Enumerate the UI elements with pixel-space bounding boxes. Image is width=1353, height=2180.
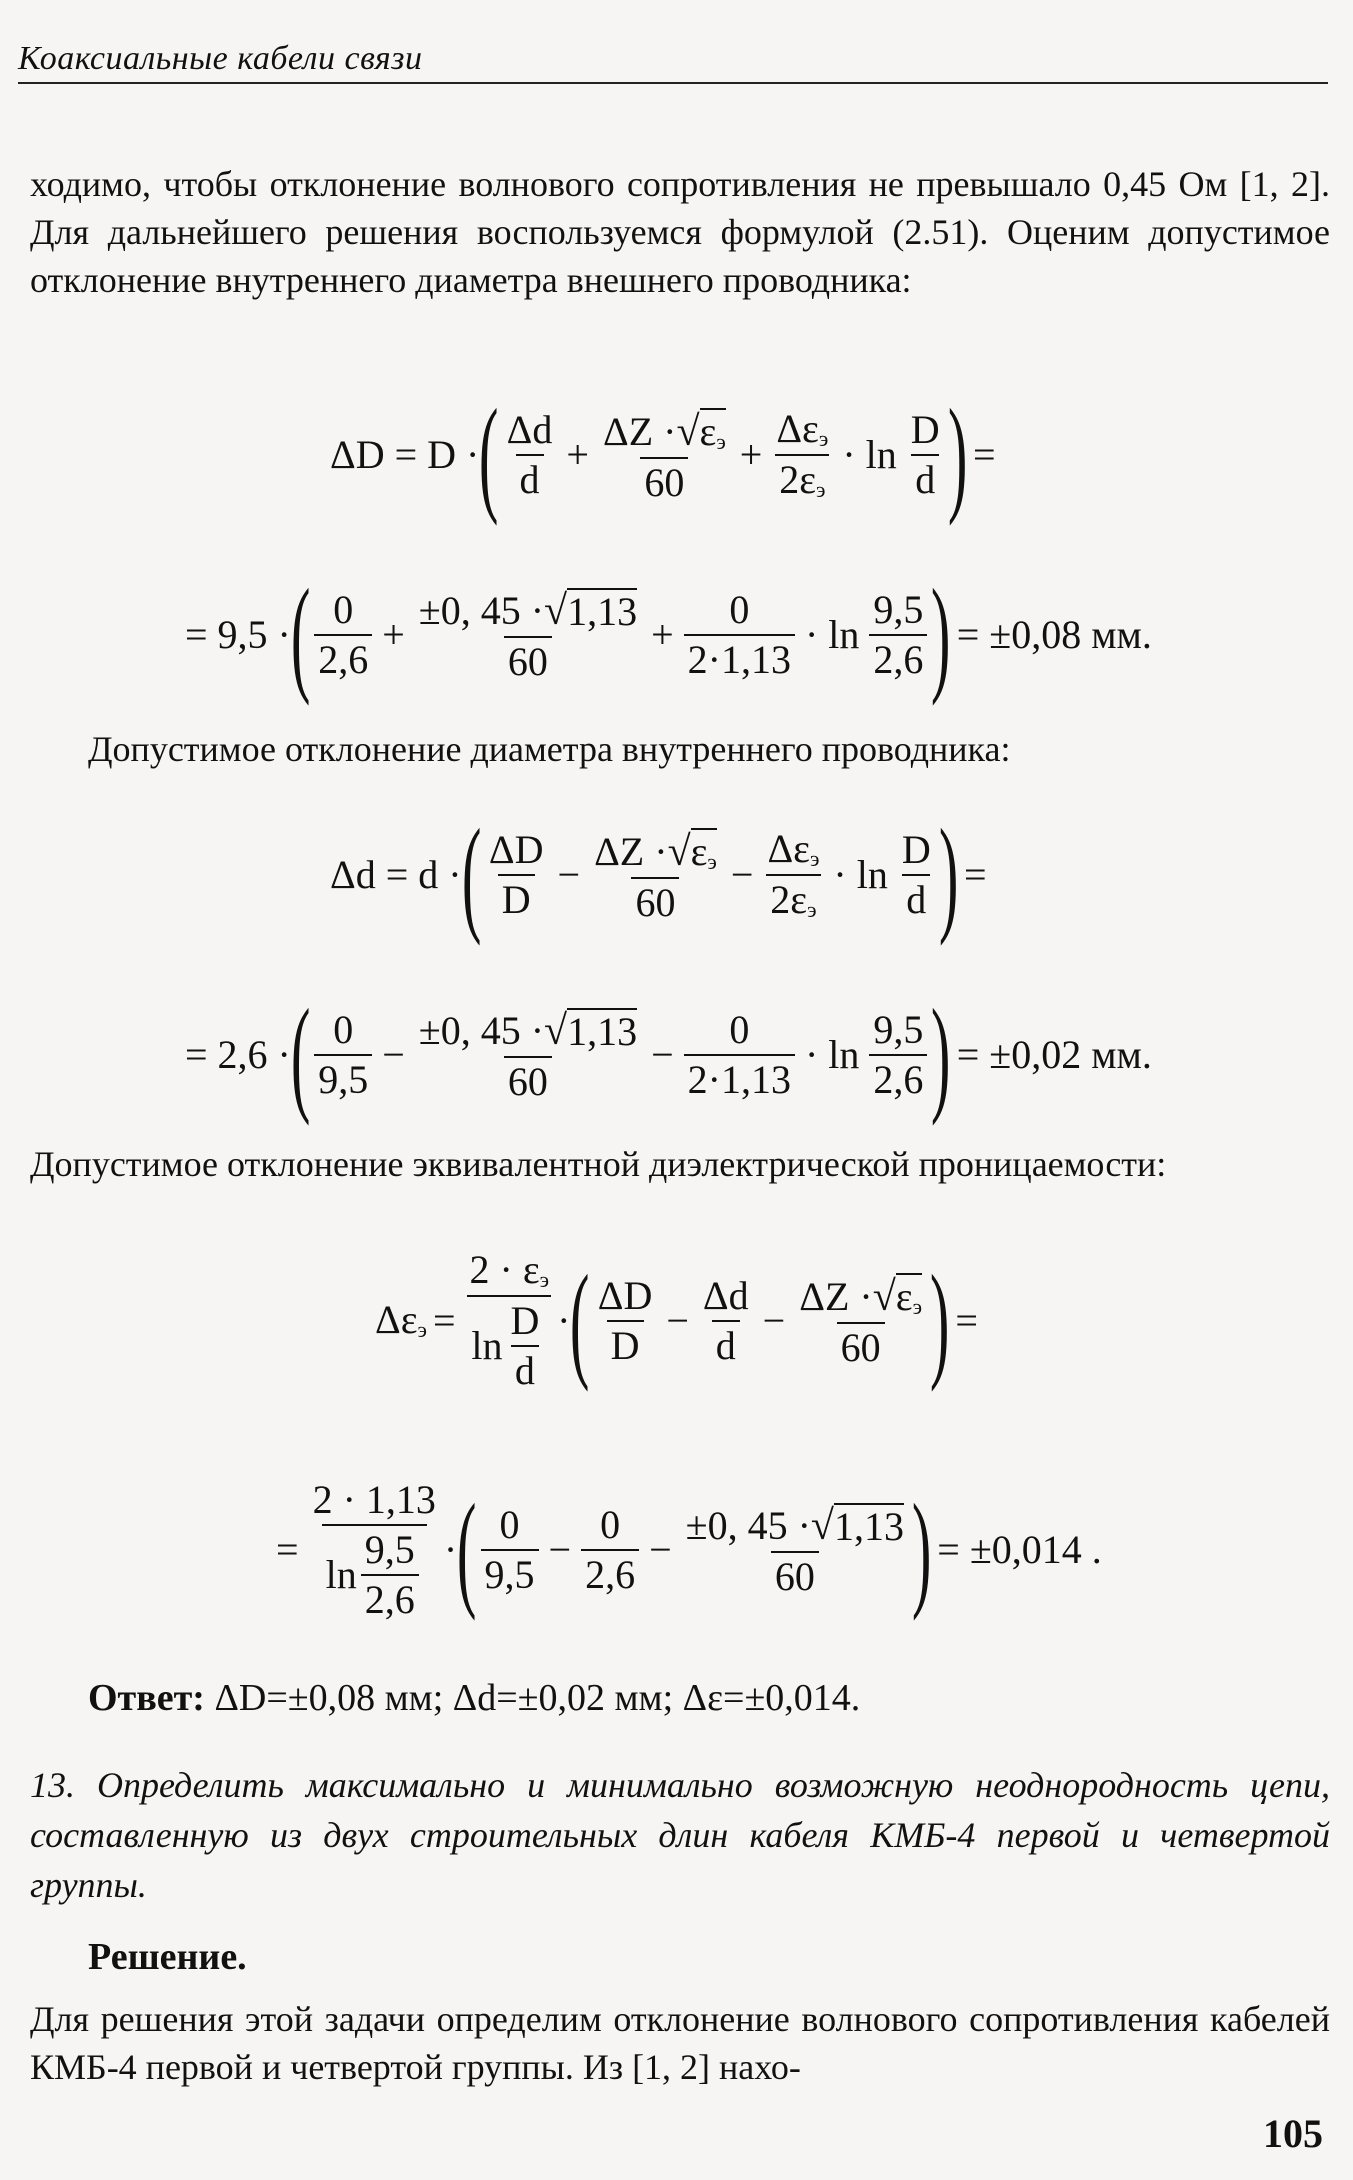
solution-heading: Решение. <box>88 1936 247 1978</box>
fraction: $\frac{0}{2\cdot 1,13}$ <box>684 590 795 680</box>
fraction: $\frac{\Delta D}{D}$ <box>597 1272 653 1368</box>
fraction: ±0, 45 · √ 1,13 60 <box>418 1008 638 1104</box>
fraction: $\frac{\Delta\varepsilon_э}{2\varepsilon_э}$ <box>767 826 820 922</box>
fraction: ΔZ · √ $\varepsilon_э$ 60 <box>602 408 726 505</box>
formula-delta-D: ΔD = D · ( $\frac{\Delta d}{d}$ + ΔZ · √ $\varepsilon_э$ 60 + $\frac{\Delta\varepsilon_э}{2\varepsilon_э}$ · ln $\frac{D}{d}$ ) = <box>330 383 996 527</box>
fraction: $\frac{D}{d}$ <box>901 827 931 922</box>
fraction: $\frac{\Delta d}{d}$ <box>702 1272 749 1368</box>
answer-line <box>88 1676 860 1720</box>
page-number: 105 <box>1263 2111 1323 2156</box>
fraction: ΔZ · √ $\varepsilon_э$ 60 <box>799 1274 923 1370</box>
sqrt: √ $\varepsilon_э$ <box>872 1274 923 1320</box>
sqrt: √ $\varepsilon_э$ <box>676 408 726 455</box>
fraction: $\frac{0}{2\cdot 1,13}$ <box>684 1010 795 1100</box>
formula-delta-eps-numeric: = 2 · 1,13 ln $\frac{9,5}{2,6}$ · ( $\frac{0}{9,5}$ − $\frac{0}{2,6}$ − ±0, 45 · √ 1,13 60 ) = ±0,014 . <box>276 1477 1102 1622</box>
fraction: $\frac{0}{9,5}$ <box>314 1010 372 1100</box>
running-header <box>18 40 1328 84</box>
formula-lhs: ΔD = D · <box>330 432 480 477</box>
left-paren: ( <box>479 383 499 527</box>
answer-text: ΔD=±0,08 мм; Δd=±0,02 мм; Δε=±0,014. <box>214 1677 861 1719</box>
fraction: $\frac{9,5}{2,6}$ <box>869 1010 927 1100</box>
fraction: ±0, 45 · √ 1,13 60 <box>685 1503 904 1599</box>
fraction: $\frac{D}{d}$ <box>910 407 940 502</box>
right-paren: ) <box>947 383 968 527</box>
paragraph-permittivity: Допустимое отклонение эквивалентной диэлектрической проницаемости: <box>30 1144 1167 1184</box>
task-statement: 13. Определить максимально и минимально возможную неоднородность цепи, составленную из двух строительных длин кабеля КМБ-4 первой и четвертой группы. <box>30 1765 1330 1905</box>
formula-delta-D-numeric: = 9,5 · ( $\frac{0}{2,6}$ + ±0, 45 · √ 1,13 60 + $\frac{0}{2\cdot 1,13}$ · ln $\frac{9,5}{2,6}$ ) = ±0,08 мм. <box>185 563 1152 707</box>
paragraph-inner-diameter: Допустимое отклонение диаметра внутреннего проводника: <box>88 729 1011 769</box>
fraction: ΔZ · √ $\varepsilon_э$ 60 <box>594 828 717 925</box>
paragraph-intro: ходимо, чтобы отклонение волнового сопротивления не превышало 0,45 Ом [1, 2]. Для дальнейшего решения воспользуемся формулой (2.51). Оценим допустимое отклонение внутреннего диаметра внешнего проводника: <box>30 164 1330 300</box>
sqrt: √ 1,13 <box>544 588 638 634</box>
formula-delta-d: Δd = d · ( $\frac{\Delta D}{D}$ − ΔZ · √ $\varepsilon_э$ 60 − $\frac{\Delta\varepsilon_э}{2\varepsilon_э}$ · ln $\frac{D}{d}$ ) = <box>330 803 987 947</box>
answer-label: Ответ: <box>88 1677 205 1719</box>
header-title: Коаксиальные кабели связи <box>18 40 423 77</box>
fraction: $\frac{0}{2,6}$ <box>314 590 372 680</box>
fraction: $\frac{\Delta\varepsilon_э}{2\varepsilon_э}$ <box>776 406 829 502</box>
formula-delta-eps: $\Delta\varepsilon_э$ = $2 \cdot \varepsilon_э$ ln $\frac{D}{d}$ · ( $\frac{\Delta D}{D}$ − $\frac{\Delta d}{d}$ − ΔZ · √ $\varepsilon_э$ 60 ) = <box>375 1247 978 1393</box>
paragraph-solution: Для решения этой задачи определим отклонение волнового сопротивления кабелей КМБ-4 первой и четвертой группы. Из [1, 2] нахо- <box>30 1999 1330 2087</box>
formula-delta-d-numeric: = 2,6 · ( $\frac{0}{9,5}$ − ±0, 45 · √ 1,13 60 − $\frac{0}{2\cdot 1,13}$ · ln $\frac{9,5}{2,6}$ ) = ±0,02 мм. <box>185 983 1152 1127</box>
fraction: 2 · 1,13 ln $\frac{9,5}{2,6}$ <box>312 1477 436 1622</box>
fraction: $\frac{\Delta d}{d}$ <box>506 407 553 502</box>
fraction: ±0, 45 · √ 1,13 60 <box>418 588 638 684</box>
fraction: $\frac{0}{2,6}$ <box>581 1505 639 1595</box>
fraction: $\frac{9,5}{2,6}$ <box>869 590 927 680</box>
fraction: $\frac{\Delta D}{D}$ <box>488 827 544 922</box>
sqrt: √ 1,13 <box>544 1008 638 1054</box>
sqrt: √ 1,13 <box>810 1503 904 1549</box>
sqrt: √ $\varepsilon_э$ <box>667 828 717 875</box>
fraction: $2 \cdot \varepsilon_э$ ln $\frac{D}{d}$ <box>466 1250 554 1391</box>
fraction: $\frac{0}{9,5}$ <box>481 1505 539 1595</box>
